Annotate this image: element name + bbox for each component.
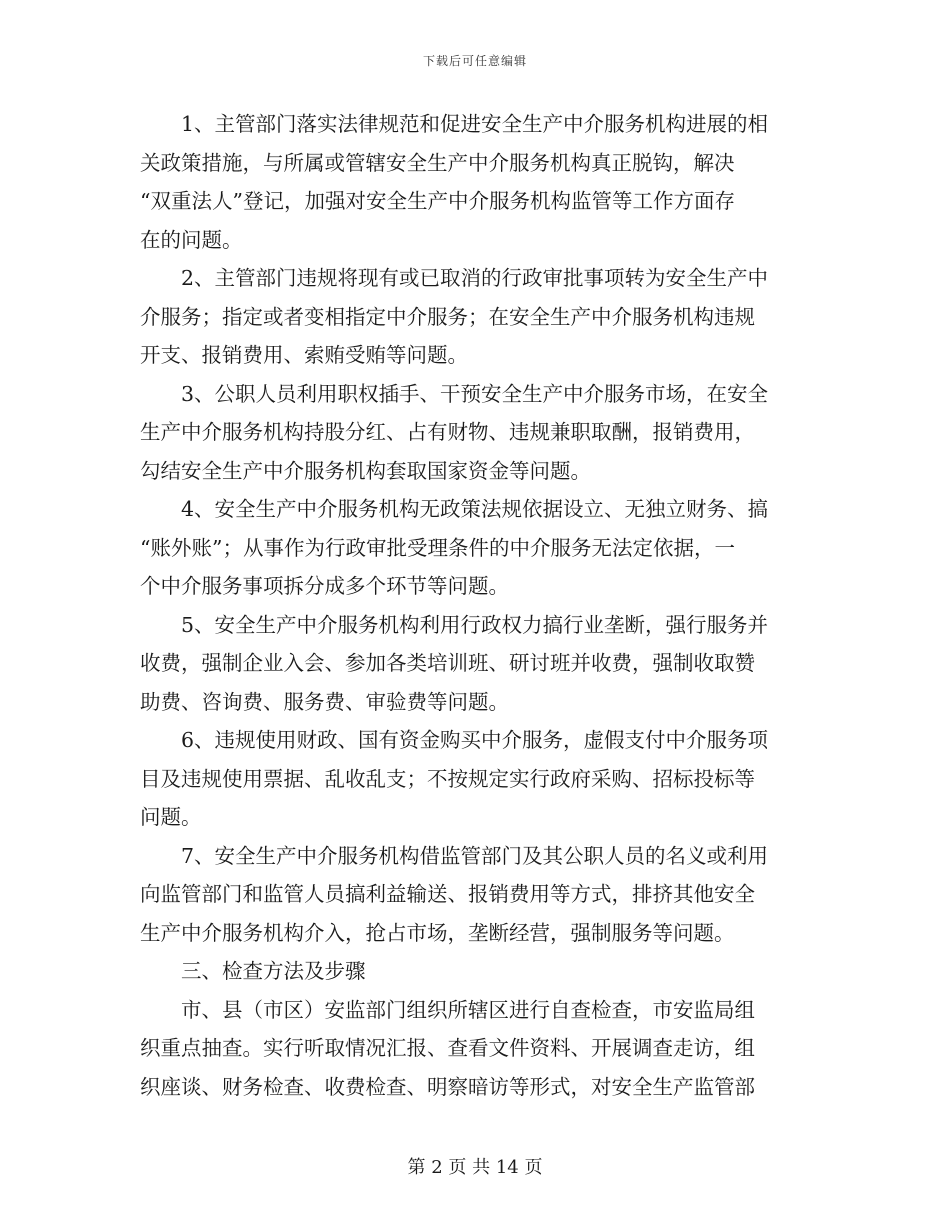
paragraph-body xyxy=(140,991,800,1107)
text-line: 生产中介服务机构持股分红、占有财物、违规兼职取酬，报销费用， xyxy=(140,420,755,444)
text-line: 织座谈、财务检查、收费检查、明察暗访等形式，对安全生产监管部 xyxy=(140,1074,755,1099)
text-line: 开支、报销费用、索贿受贿等问题。 xyxy=(140,343,468,367)
paragraph-item-3 xyxy=(140,375,800,491)
text-line: 7、安全生产中介服务机构借监管部门及其公职人员的名义或利用 xyxy=(181,843,769,868)
text-line: 织重点抽查。实行听取情况汇报、查看文件资料、开展调查走访，组 xyxy=(140,1036,755,1060)
section-heading xyxy=(140,952,800,991)
text-line: 关政策措施，与所属或管辖安全生产中介服务机构真正脱钩，解决 xyxy=(140,150,735,175)
text-line: 3、公职人员利用职权插手、干预安全生产中介服务市场，在安全 xyxy=(181,381,769,406)
text-line: “账外账”；从事作为行政审批受理条件的中介服务无法定依据，一 xyxy=(140,535,735,560)
paragraph-item-2 xyxy=(140,259,800,375)
text-line: 6、违规使用财政、国有资金购买中介服务，虚假支付中介服务项 xyxy=(181,728,769,752)
text-line: 三、检查方法及步骤 xyxy=(181,959,366,983)
text-line: 介服务；指定或者变相指定中介服务；在安全生产中介服务机构违规 xyxy=(140,304,755,329)
text-line: 助费、咨询费、服务费、审验费等问题。 xyxy=(140,689,509,714)
text-line: 5、安全生产中介服务机构利用行政权力搞行业垄断，强行服务并 xyxy=(181,612,769,637)
text-line: 个中介服务事项拆分成多个环节等问题。 xyxy=(140,574,509,598)
text-line: 4、安全生产中介服务机构无政策法规依据设立、无独立财务、搞 xyxy=(181,497,769,521)
text-line: 市、县（市区）安监部门组织所辖区进行自查检查，市安监局组 xyxy=(181,997,755,1022)
paragraph-item-5 xyxy=(140,606,800,722)
text-line: “双重法人”登记，加强对安全生产中介服务机构监管等工作方面存 xyxy=(140,189,735,213)
paragraph-item-1 xyxy=(140,105,800,259)
paragraph-item-6 xyxy=(140,721,800,837)
page-footer: 第 2 页 共 14 页 xyxy=(407,1157,543,1178)
text-line: 勾结安全生产中介服务机构套取国家资金等问题。 xyxy=(140,458,591,483)
text-line: 收费，强制企业入会、参加各类培训班、研讨班并收费，强制收取赞 xyxy=(140,651,755,675)
text-line: 问题。 xyxy=(140,805,202,829)
paragraph-item-7 xyxy=(140,837,800,953)
document-body xyxy=(140,105,800,1106)
paragraph-item-4 xyxy=(140,490,800,606)
text-line: 向监管部门和监管人员搞利益输送、报销费用等方式，排挤其他安全 xyxy=(140,882,755,906)
text-line: 1、主管部门落实法律规范和促进安全生产中介服务机构进展的相 xyxy=(181,112,769,136)
text-line: 生产中介服务机构介入，抢占市场，垄断经营，强制服务等问题。 xyxy=(140,920,735,945)
text-line: 在的问题。 xyxy=(140,227,243,252)
page-header: 下载后可任意编辑 xyxy=(422,54,527,68)
text-line: 2、主管部门违规将现有或已取消的行政审批事项转为安全生产中 xyxy=(181,266,769,290)
text-line: 目及违规使用票据、乱收乱支；不按规定实行政府采购、招标投标等 xyxy=(140,766,755,791)
